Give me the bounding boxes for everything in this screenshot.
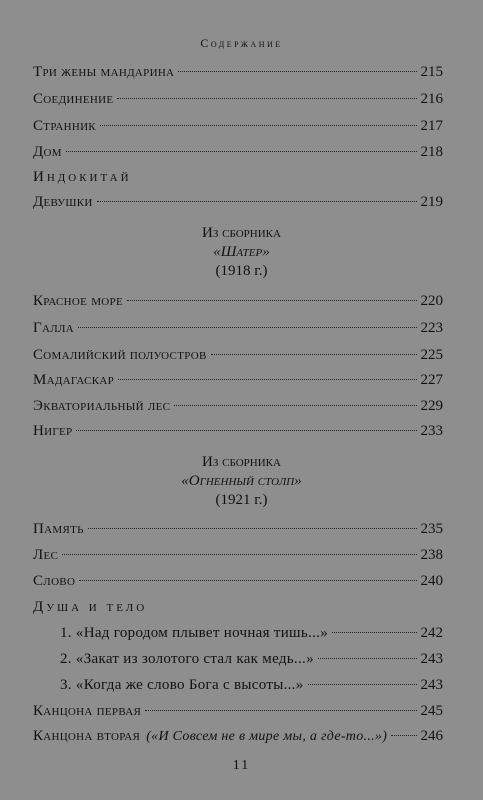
leader-dots [118,379,416,380]
toc-entry-title: Нигер [33,423,73,439]
toc-entry-title: Дом [33,144,62,160]
leader-dots [62,554,416,555]
toc-entry-title: 3. «Когда же слово Бога с высоты...» [60,677,304,693]
section-heading-line1: Из сборника [202,454,281,470]
toc-entry-page: 225 [420,347,443,363]
toc-entry-page: 227 [420,372,443,388]
toc-entry-page: 218 [420,144,443,160]
toc-entry-title: Красное море [33,293,123,309]
toc-entry [33,572,443,590]
toc-entry-page: 245 [420,703,443,719]
leader-dots [308,684,417,685]
page-header: Содержание [200,36,283,50]
leader-dots [127,300,417,301]
leader-dots [332,632,417,633]
toc-entry-page: 243 [420,651,443,667]
leader-dots [88,528,417,529]
section-heading [0,453,483,510]
collection-title: «Шатер» [213,244,270,260]
toc-entry [33,143,443,161]
toc-entry-title: Канцона первая [33,703,142,719]
toc-entry-page: 217 [420,118,443,134]
toc-entry [60,624,443,642]
toc-entry-page: 238 [420,547,443,563]
leader-dots [76,430,416,431]
toc-entry-title: Лес [33,547,59,563]
toc-entry-title: 1. «Над городом плывет ночная тишь...» [60,625,328,641]
toc-entry-title: Слово [33,573,76,589]
toc-entry-title: Экваториальный лес [33,398,171,414]
cycle-title [33,168,443,186]
toc-entry [33,193,443,211]
toc-entry [33,319,443,337]
cycle-title-text: Индокитай [33,169,132,185]
toc-entry-page: 243 [420,677,443,693]
collection-year: (1918 г.) [215,263,268,279]
cycle-title-text: Душа и тело [33,599,148,615]
collection-title: «Огненный столп» [181,473,302,489]
leader-dots [78,327,417,328]
toc-entry-page: 246 [420,728,443,744]
leader-dots [66,151,417,152]
toc-entry-page: 220 [420,293,443,309]
toc-entry-title: Галла [33,320,74,336]
toc-entry-page: 216 [420,91,443,107]
toc-entry [33,371,443,389]
leader-dots [100,125,417,126]
toc-entry [33,63,443,81]
toc-entry [60,650,443,668]
toc-entry [33,520,443,538]
section-heading [0,224,483,281]
toc-entry-title: 2. «Закат из золотого стал как медь...» [60,651,314,667]
toc-entry-page: 240 [420,573,443,589]
toc-entry [33,702,443,720]
toc-entry-page: 215 [420,64,443,80]
toc-entry [33,292,443,310]
toc-entry-page: 233 [420,423,443,439]
leader-dots [178,71,416,72]
toc-entry [33,90,443,108]
leader-dots [145,710,416,711]
toc-entry [33,117,443,135]
toc-entry-page: 219 [420,194,443,210]
page-number: 11 [232,758,251,773]
toc-entry-subtitle: («И Совсем не в мире мы, а где-то...») [146,729,388,744]
toc-entry-title: Девушки [33,194,93,210]
collection-year: (1921 г.) [215,492,268,508]
toc-entry [33,422,443,440]
toc-entry [33,727,443,746]
toc-entry-title: Мадагаскар [33,372,115,388]
toc-entry [33,397,443,415]
leader-dots [211,354,417,355]
leader-dots [117,98,416,99]
toc-entry [60,676,443,694]
toc-entry [33,546,443,564]
section-heading-line1: Из сборника [202,225,281,241]
leader-dots [318,658,417,659]
cycle-title [33,598,443,616]
toc-entry [33,346,443,364]
toc-entry-title: Канцона вторая [33,728,141,744]
leader-dots [391,735,416,736]
leader-dots [174,405,416,406]
toc-entry-title: Сомалийский полуостров [33,347,207,363]
leader-dots [79,580,416,581]
toc-entry-title: Три жены мандарина [33,64,175,80]
toc-entry-page: 242 [420,625,443,641]
toc-entry-page: 235 [420,521,443,537]
toc-entry-title: Странник [33,118,96,134]
leader-dots [97,201,417,202]
toc-entry-page: 229 [420,398,443,414]
toc-entry-page: 223 [420,320,443,336]
toc-entry-title: Соединение [33,91,114,107]
toc-entry-title: Память [33,521,84,537]
